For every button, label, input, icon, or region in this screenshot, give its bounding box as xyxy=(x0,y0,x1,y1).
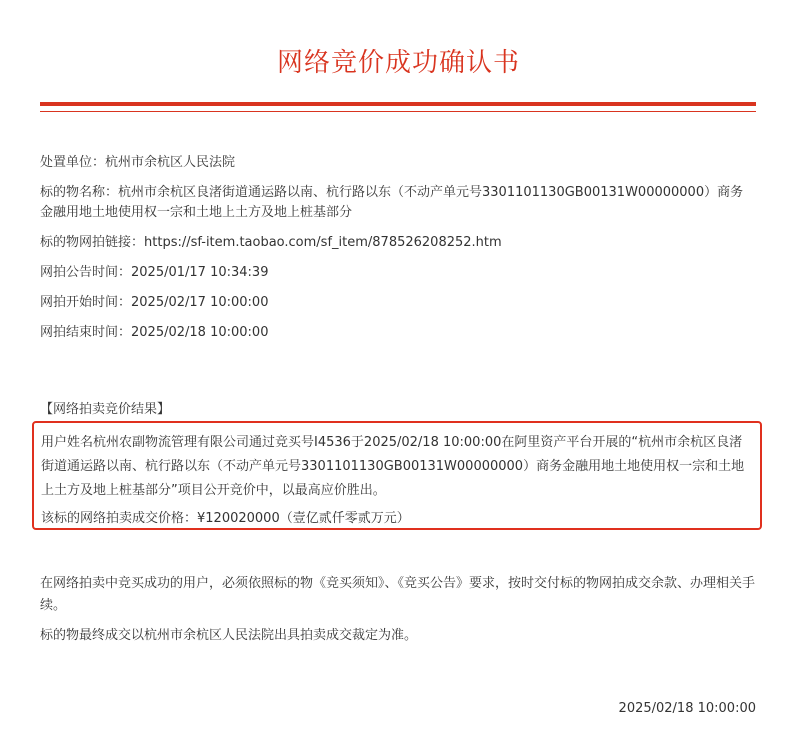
result-price-value: ¥120020000（壹亿贰仟零贰万元） xyxy=(197,511,410,526)
end-time-value: 2025/02/18 10:00:00 xyxy=(131,325,269,340)
page-title: 网络竞价成功确认书 xyxy=(276,48,520,79)
disposal-unit-label: 处置单位： xyxy=(40,155,106,170)
end-time-label: 网拍结束时间： xyxy=(40,325,132,340)
item-link-label: 标的物网拍链接： xyxy=(40,235,145,250)
result-price-label: 该标的网络拍卖成交价格： xyxy=(41,511,198,526)
start-time-value: 2025/02/17 10:00:00 xyxy=(131,295,269,310)
item-name-label: 标的物名称： xyxy=(40,185,119,200)
title-divider-thin xyxy=(40,111,756,112)
result-section-title: 【网络拍卖竞价结果】 xyxy=(40,402,171,417)
result-price-row xyxy=(41,508,752,530)
auction-info xyxy=(40,153,756,353)
start-time-label: 网拍开始时间： xyxy=(40,295,132,310)
end-time-row xyxy=(40,323,756,343)
note-final-ruling: 标的物最终成交以杭州市余杭区人民法院出具拍卖成交裁定为准。 xyxy=(40,628,418,643)
disposal-unit-row xyxy=(40,153,756,173)
notes xyxy=(40,573,756,655)
footer-date: 2025/02/18 10:00:00 xyxy=(618,701,756,716)
start-time-row xyxy=(40,293,756,313)
announce-time-label: 网拍公告时间： xyxy=(40,265,132,280)
item-name-value: 杭州市余杭区良渚街道通运路以南、杭行路以东（不动产单元号3301101130GB00131W00000000）商务金融用地土地使用权一宗和土地上土方及地上桩基部分 xyxy=(40,185,744,220)
note-requirements: 在网络拍卖中竞买成功的用户，必须依照标的物《竞买须知》、《竞买公告》要求，按时交付标的物网拍成交余款、办理相关手续。 xyxy=(40,576,756,613)
announce-time-value: 2025/01/17 10:34:39 xyxy=(131,265,269,280)
item-link-row xyxy=(40,233,756,253)
disposal-unit-value: 杭州市余杭区人民法院 xyxy=(105,155,236,170)
announce-time-row xyxy=(40,263,756,283)
item-link-value[interactable]: https://sf-item.taobao.com/sf_item/878526208252.htm xyxy=(144,235,502,250)
result-highlight-box xyxy=(32,421,762,530)
title-divider-thick xyxy=(40,102,756,106)
result-text: 用户姓名杭州农副物流管理有限公司通过竞买号I4536于2025/02/18 10:00:00在阿里资产平台开展的“杭州市余杭区良渚街道通运路以南、杭行路以东（不动产单元号3301101130GB00131W00000000）商务金融用地土地使用权一宗和土地上土方及地上桩基部分”项目公开竞价中，以最高应价胜出。 xyxy=(41,435,745,498)
item-name-row xyxy=(40,183,756,223)
